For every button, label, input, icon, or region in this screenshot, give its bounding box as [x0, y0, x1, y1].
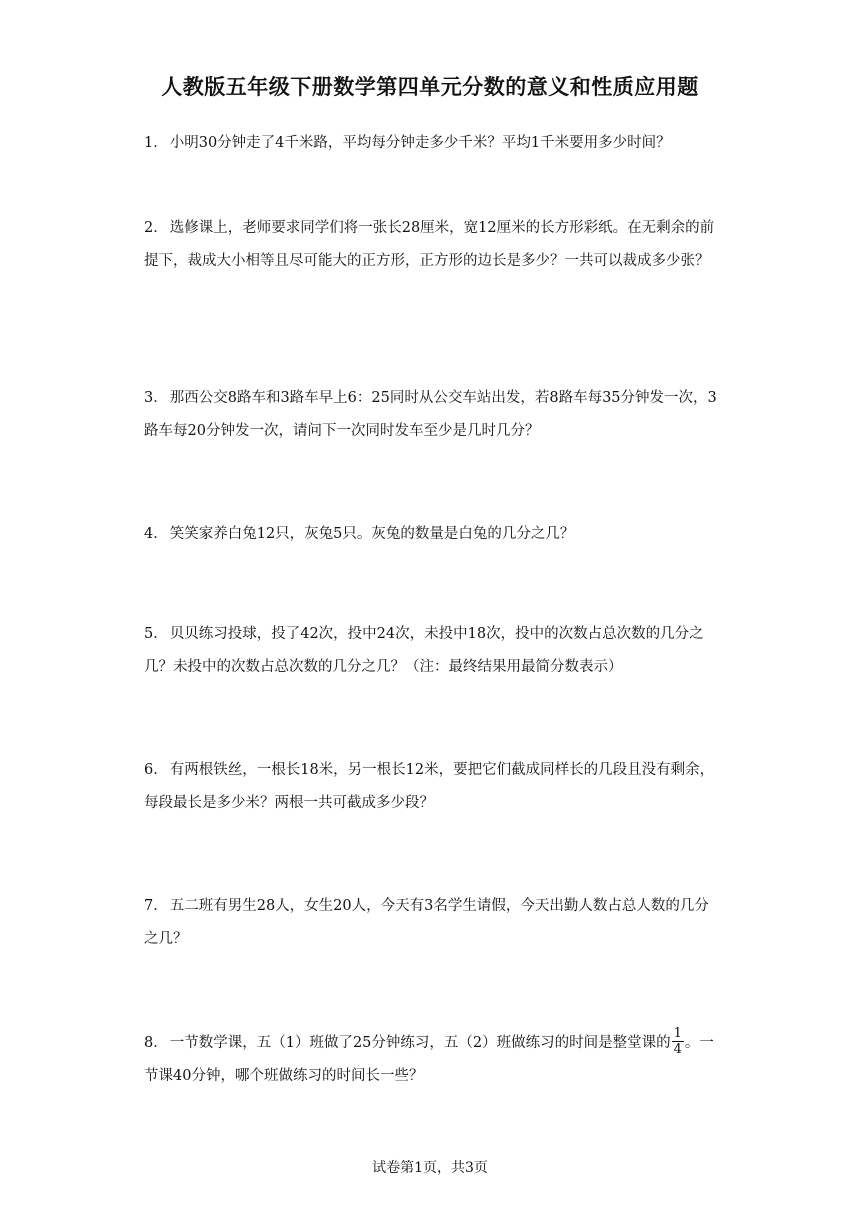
question-number: 1．	[144, 135, 168, 151]
question-text: 有两根铁丝，一根长18米，另一根长12米，要把它们截成同样长的几段且没有剩余，每段最长是多少米？两根一共可截成多少段？	[144, 762, 715, 811]
question-text: 选修课上，老师要求同学们将一张长28厘米，宽12厘米的长方形彩纸。在无剩余的前提下，裁成大小相等且尽可能大的正方形，正方形的边长是多少？一共可以裁成多少张？	[144, 220, 715, 269]
page-footer: 试卷第1页，共3页	[372, 1160, 488, 1176]
question-4	[144, 518, 720, 551]
question-text: 五二班有男生28人，女生20人，今天有3名学生请假，今天出勤人数占总人数的几分之几？	[144, 898, 709, 947]
question-text-before: 一节数学课，五（1）班做了25分钟练习，五（2）班做练习的时间是整堂课的	[169, 1035, 671, 1051]
question-7	[144, 890, 720, 956]
question-1	[144, 127, 720, 160]
question-number: 6．	[144, 762, 168, 778]
question-6	[144, 754, 720, 820]
question-number: 8．	[144, 1035, 168, 1051]
fraction	[672, 1026, 684, 1057]
question-number: 2．	[144, 220, 168, 236]
question-3	[144, 382, 720, 448]
question-8	[144, 1027, 720, 1093]
question-number: 5．	[144, 626, 168, 642]
question-text: 小明30分钟走了4千米路，平均每分钟走多少千米？平均1千米要用多少时间？	[169, 135, 671, 151]
question-number: 3．	[144, 390, 168, 406]
page-title: 人教版五年级下册数学第四单元分数的意义和性质应用题	[161, 74, 699, 99]
question-number: 4．	[144, 526, 168, 542]
question-text: 那西公交8路车和3路车早上6：25同时从公交车站出发，若8路车每35分钟发一次，3路车每20分钟发一次，请问下一次同时发车至少是几时几分？	[144, 390, 717, 439]
question-text: 笑笑家养白兔12只，灰兔5只。灰兔的数量是白兔的几分之几？	[169, 526, 575, 542]
question-text: 贝贝练习投球，投了42次，投中24次，未投中18次，投中的次数占总次数的几分之几？未投中的次数占总次数的几分之几？（注：最终结果用最简分数表示）	[144, 626, 704, 675]
fraction-denominator: 4	[673, 1041, 682, 1057]
question-2	[144, 212, 720, 278]
question-number: 7．	[144, 898, 168, 914]
question-5	[144, 618, 720, 684]
fraction-numerator: 1	[673, 1025, 682, 1041]
question-text-after: 。一节课40分钟，哪个班做练习的时间长一些？	[144, 1035, 714, 1084]
